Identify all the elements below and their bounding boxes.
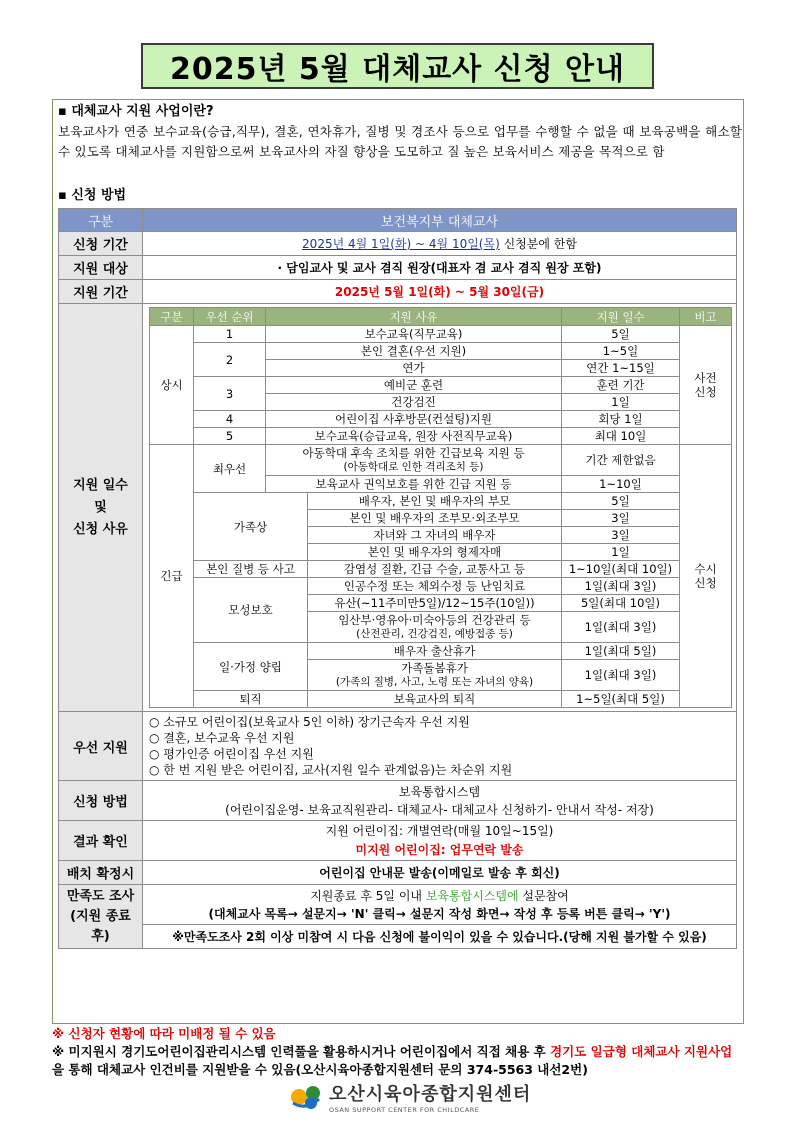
reason-line: (가족의 질병, 사고, 노령 또는 자녀의 양육) — [335, 676, 534, 688]
method-cell — [143, 781, 737, 821]
survey-line — [143, 887, 736, 905]
reason-cell — [308, 612, 562, 643]
inner-header-days: 지원 일수 — [562, 308, 680, 326]
days-reason-label-line: 신청 사유 — [73, 521, 128, 537]
days-cell: 5일(최대 10일) — [562, 595, 680, 612]
days-reason-label-line: 지원 일수 — [73, 477, 128, 493]
reason-line: (산전관리, 건강검진, 예방접종 등) — [356, 628, 513, 640]
urgent-note — [680, 445, 732, 708]
days-cell: 1일(최대 5일) — [562, 643, 680, 660]
result-line: 지원 어린이집: 개별연락(매월 10일~15일) — [325, 823, 554, 838]
footnotes — [52, 1025, 744, 1079]
days-reason-table — [149, 307, 732, 708]
result-label: 결과 확인 — [59, 821, 143, 861]
survey-text: 설문참여 — [518, 888, 569, 903]
days-cell: 회당 1일 — [562, 411, 680, 428]
days-cell: 3일 — [562, 510, 680, 527]
apply-period-label: 신청 기간 — [59, 232, 143, 256]
application-table — [58, 208, 737, 949]
days-cell: 기간 제한없음 — [562, 445, 680, 476]
top-priority-label: 최우선 — [194, 445, 266, 493]
result-line: 미지원 어린이집: 업무연락 발송 — [355, 842, 524, 857]
footnote-1: ※ 신청자 현황에 따라 미배정 될 수 있음 — [52, 1026, 276, 1041]
survey-label — [59, 885, 143, 949]
reason-cell: 본인 및 배우자의 조부모·외조부모 — [308, 510, 562, 527]
days-cell: 1일(최대 3일) — [562, 578, 680, 595]
days-cell: 5일 — [562, 326, 680, 343]
footnote-text: 을 통해 대체교사 인건비를 지원받을 수 있음(오산시육아종합지원센터 문의 374-5563 내선2번) — [52, 1062, 588, 1077]
survey-warning: ※만족도조사 2회 이상 미참여 시 다음 신청에 불이익이 있을 수 있습니다.(당해 지원 불가할 수 있음) — [143, 925, 737, 949]
intro-heading: ▪ 대체교사 지원 사업이란? — [58, 104, 214, 119]
note-line: 신청 — [694, 576, 717, 590]
header-category: 구분 — [59, 209, 143, 232]
rank-cell: 1 — [194, 326, 266, 343]
worklife-label: 일·가정 양립 — [194, 643, 308, 691]
inner-header-rank: 우선 순위 — [194, 308, 266, 326]
placement-value: 어린이집 안내문 발송(이메일로 발송 후 회신) — [143, 861, 737, 885]
reason-line: (아동학대로 인한 격리조치 등) — [343, 461, 484, 473]
header-program: 보건복지부 대체교사 — [143, 209, 737, 232]
placement-label: 배치 확정시 — [59, 861, 143, 885]
regular-note — [680, 326, 732, 445]
reason-line: 아동학대 후속 조치를 위한 긴급보육 지원 등 — [302, 446, 525, 460]
days-cell: 1일(최대 3일) — [562, 612, 680, 643]
survey-system: 보육통합시스템에 — [425, 888, 519, 903]
priority-label: 우선 지원 — [59, 712, 143, 781]
priority-item: ○ 한 번 지원 받은 어린이집, 교사(지원 일수 관계없음)는 차순위 지원 — [149, 763, 513, 777]
center-logo-sub: OSAN SUPPORT CENTER FOR CHILDCARE — [329, 1106, 480, 1114]
reason-cell: 본인 및 배우자의 형제자매 — [308, 544, 562, 561]
days-reason-label-line: 및 — [94, 499, 107, 515]
apply-period-value: 2025년 4월 1일(화) ~ 4월 10일(목) — [302, 237, 500, 251]
footnote-text: ※ 미지원시 경기도어린이집관리시스템 인력풀을 활용하시거나 어린이집에서 직접 채용 후 — [52, 1044, 551, 1059]
inner-header-category: 구분 — [150, 308, 194, 326]
reason-cell: 배우자, 본인 및 배우자의 부모 — [308, 493, 562, 510]
center-logo — [289, 1080, 531, 1114]
priority-item: ○ 소규모 어린이집(보육교사 5인 이하) 장기근속자 우선 지원 — [149, 715, 470, 729]
days-cell: 1~10일(최대 10일) — [562, 561, 680, 578]
method-line: 보육통합시스템 — [398, 784, 481, 799]
survey-text: 지원종료 후 5일 이내 — [310, 888, 426, 903]
footnote-highlight: 경기도 일급형 대체교사 지원사업 — [550, 1044, 733, 1059]
inner-header-note: 비고 — [680, 308, 732, 326]
reason-cell: 자녀와 그 자녀의 배우자 — [308, 527, 562, 544]
page-title: 2025년 5월 대체교사 신청 안내 — [141, 43, 654, 89]
reason-cell: 본인 결혼(우선 지원) — [266, 343, 562, 360]
apply-period-suffix: 신청분에 한함 — [499, 237, 577, 251]
support-period-value: 2025년 5월 1일(화) ~ 5월 30일(금) — [143, 280, 737, 304]
intro-body: 보육교사가 연중 보수교육(승급,직무), 결혼, 연차휴가, 질병 및 경조사 등으로 업무를 수행할 수 없을 때 보육공백을 해소할 수 있도록 대체교사를 지원함으로써 보육교사의 자질 향상을 도모하고 질 높은 보육서비스 제공을 목적으로 함 — [58, 124, 742, 159]
result-cell — [143, 821, 737, 861]
priority-item: ○ 결혼, 보수교육 우선 지원 — [149, 731, 295, 745]
note-line: 수시 — [694, 562, 717, 576]
illness-label: 본인 질병 등 사고 — [194, 561, 308, 578]
reason-cell: 감염성 질환, 긴급 수술, 교통사고 등 — [308, 561, 562, 578]
note-line: 사전 — [694, 371, 717, 385]
priority-list — [143, 712, 737, 781]
footnote-2 — [52, 1043, 744, 1079]
support-period-label: 지원 기간 — [59, 280, 143, 304]
survey-label-line: (지원 종료 후) — [70, 908, 131, 944]
reason-cell: 인공수정 또는 체외수정 등 난임치료 — [308, 578, 562, 595]
days-reason-cell — [143, 304, 737, 712]
days-cell: 1~5일(최대 5일) — [562, 691, 680, 708]
center-logo-name: 오산시육아종합지원센터 — [329, 1084, 532, 1105]
center-logo-icon — [289, 1083, 323, 1111]
rank-cell: 4 — [194, 411, 266, 428]
method-label: 신청 방법 — [59, 781, 143, 821]
days-cell: 최대 10일 — [562, 428, 680, 445]
days-cell: 1~5일 — [562, 343, 680, 360]
note-line: 신청 — [694, 385, 717, 399]
inner-header-reason: 지원 사유 — [266, 308, 562, 326]
intro-section — [58, 102, 742, 162]
reason-line: 가족돌봄휴가 — [401, 661, 468, 675]
reason-cell: 건강검진 — [266, 394, 562, 411]
urgent-label: 긴급 — [150, 445, 194, 708]
survey-steps: (대체교사 목록→ 설문지→ 'N' 클릭→ 설문지 작성 화면→ 작성 후 등록 버튼 클릭→ 'Y') — [208, 906, 671, 921]
reason-cell: 보육교사의 퇴직 — [308, 691, 562, 708]
reason-cell: 예비군 훈련 — [266, 377, 562, 394]
days-cell: 1일 — [562, 394, 680, 411]
reason-cell: 연가 — [266, 360, 562, 377]
target-label: 지원 대상 — [59, 256, 143, 280]
priority-item: ○ 평가인증 어린이집 우선 지원 — [149, 747, 314, 761]
reason-cell: 보육교사 권익보호를 위한 긴급 지원 등 — [266, 476, 562, 493]
reason-cell — [266, 445, 562, 476]
reason-cell: 보수교육(직무교육) — [266, 326, 562, 343]
reason-cell: 어린이집 사후방문(컨설팅)지원 — [266, 411, 562, 428]
days-cell: 5일 — [562, 493, 680, 510]
days-cell: 3일 — [562, 527, 680, 544]
rank-cell: 5 — [194, 428, 266, 445]
days-cell: 훈련 기간 — [562, 377, 680, 394]
reason-cell: 유산(~11주미만5일)/12~15주(10일)) — [308, 595, 562, 612]
maternity-label: 모성보호 — [194, 578, 308, 643]
rank-cell: 2 — [194, 343, 266, 377]
days-cell: 1일 — [562, 544, 680, 561]
days-cell: 연간 1~15일 — [562, 360, 680, 377]
reason-cell — [308, 660, 562, 691]
method-line: (어린이집운영- 보육교직원관리- 대체교사- 대체교사 신청하기- 안내서 작성- 저장) — [225, 802, 654, 817]
apply-period-cell — [143, 232, 737, 256]
regular-label: 상시 — [150, 326, 194, 445]
days-cell: 1~10일 — [562, 476, 680, 493]
family-label: 가족상 — [194, 493, 308, 561]
target-value: · 담임교사 및 교사 겸직 원장(대표자 겸 교사 겸직 원장 포함) — [143, 256, 737, 280]
survey-cell — [143, 885, 737, 925]
rank-cell: 3 — [194, 377, 266, 411]
days-reason-label — [59, 304, 143, 712]
survey-label-line: 만족도 조사 — [66, 888, 135, 904]
reason-line: 임산부·영유아·미숙아등의 건강관리 등 — [338, 613, 531, 627]
reason-cell: 배우자 출산휴가 — [308, 643, 562, 660]
days-cell: 1일(최대 3일) — [562, 660, 680, 691]
reason-cell: 보수교육(승급교육, 원장 사전직무교육) — [266, 428, 562, 445]
retire-label: 퇴직 — [194, 691, 308, 708]
method-heading: ▪ 신청 방법 — [58, 188, 127, 203]
